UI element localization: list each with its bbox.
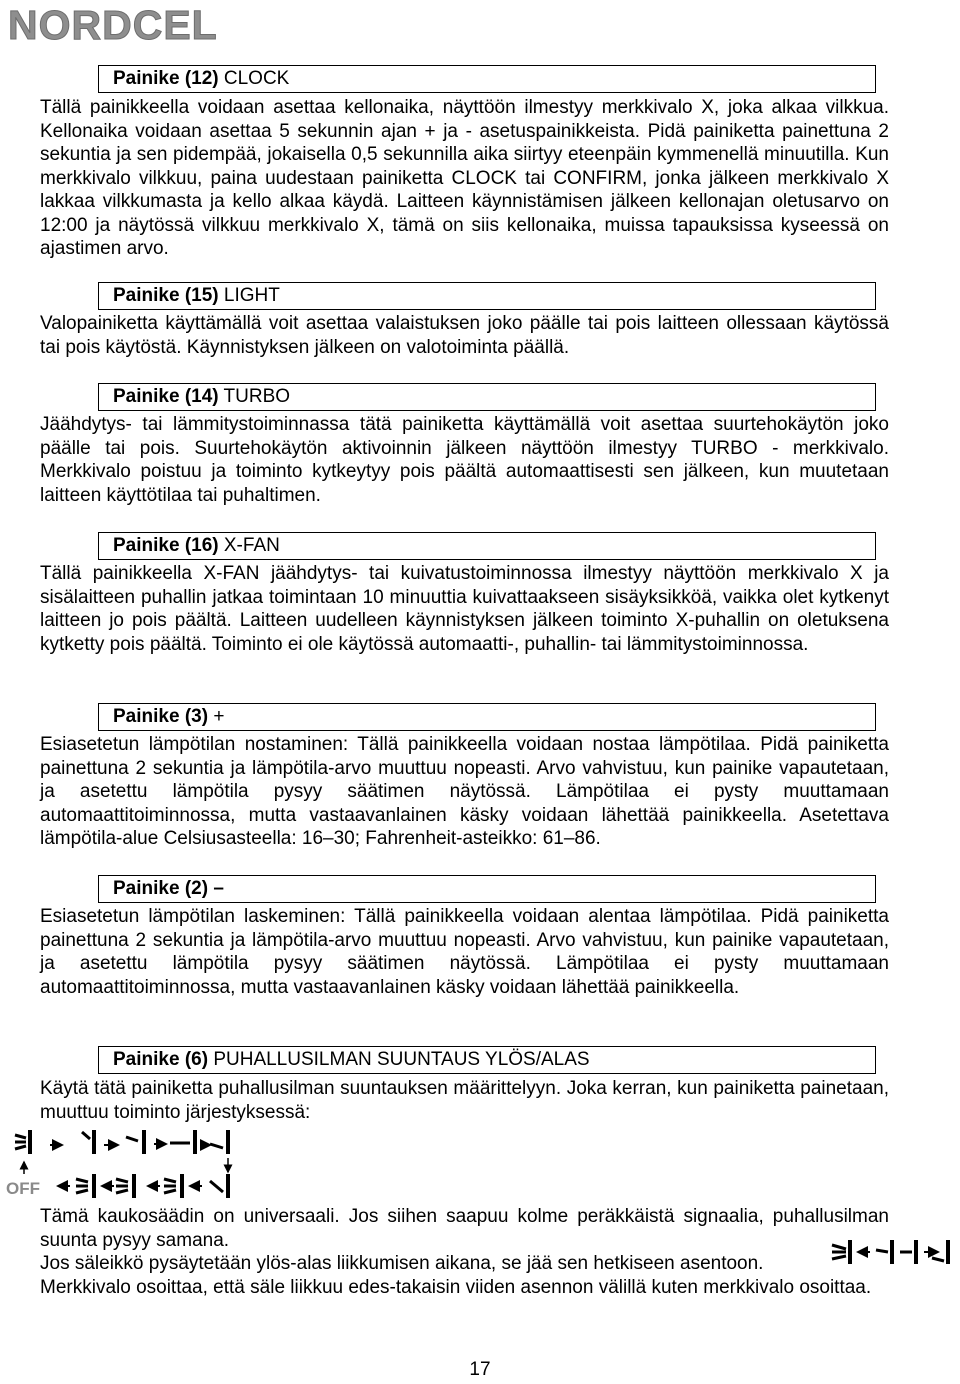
swing-position-all-icon	[164, 1174, 184, 1198]
heading-button-name: LIGHT	[218, 285, 280, 306]
louver-stop-paragraph: Jos säleikkö pysäytetään ylös-alas liikkumisen aikana, se jää sen hetkiseen asentoon.	[40, 1253, 764, 1274]
swing-position-all-icon	[15, 1130, 32, 1154]
section-heading-clock	[98, 65, 876, 93]
swing-position-2-icon	[126, 1130, 146, 1154]
section-body-xfan: Tällä painikkeella X-FAN jäähdytys- tai kuivatustoiminnossa ilmestyy näyttöön merkkivalo X ja sisälaitteen puhallin jatkaa toimintaan 10 minuuttia kuivattaakseen sisäyksikköä, vaikka olet kytkenyt laitteen jo pois päältä. Laitteen uudelleen käynnistyksen jälkeen toiminto X-puhallin on oletuksena kytketty pois päältä. Toiminto ei ole käytössä automaatti-, puhallin- tai lämmitystoiminnossa.	[40, 563, 889, 655]
heading-button-name: CLOCK	[218, 68, 290, 89]
swing-position-1-icon	[82, 1130, 96, 1154]
section-body-minus: Esiasetetun lämpötilan laskeminen: Tällä painikkeella voidaan alentaa lämpötilaa. Pidä painiketta painettuna 2 sekuntia ja lämpötila-arvo muuttuu nopeasti. Arvo vahvistuu, kun painike vapautetaan, ja asetettu lämpötila pysyy säätimen näytössä. Lämpötilaa ei pysty muuttamaan automaattitoiminnossa, mutta vastaavanlainen käsky voidaan lähettää painikkeella.	[40, 906, 889, 998]
universal-remote-paragraph: Tämä kaukosäädin on universaali. Jos siihen saapuu kolme peräkkäistä signaalia, puhallusilman suunta pysyy samana.	[40, 1206, 889, 1251]
off-label: OFF	[6, 1179, 40, 1198]
section-body-light: Valopainiketta käyttämällä voit asettaa valaistuksen joko päälle tai pois laitteen ollessaan käytössä tai pois käytöstä. Käynnistyksen jälkeen on valotoiminta päällä.	[40, 313, 889, 358]
section-body-clock: Tällä painikkeella voidaan asettaa kellonaika, näyttöön ilmestyy merkkivalo X, joka alkaa vilkkua. Kellonaika voidaan asettaa 5 sekunnin ajan + ja - asetuspainikkeista. Pidä painiketta painettuna 2 sekuntia ja sen pidempää, jokaisella 0,5 sekunnilla aika siirtyy eteenpäin kymmenellä minuutilla. Kun merkkivalo vilkkuu, paina uudestaan painiketta CLOCK tai CONFIRM, jonka jälkeen merkkivalo X lakkaa vilkkumasta ja kello alkaa käydä. Laitteen käynnistämisen jälkeen kellonajan oletusarvo on 12:00 ja näytössä vilkkuu merkkivalo X, tämä on siis kellonaika, muissa tapauksissa kyseessä on ajastimen arvo.	[40, 97, 889, 259]
swing-position-5-icon	[210, 1174, 230, 1198]
section-heading-plus	[98, 703, 876, 731]
swing-cycle-icon	[828, 1236, 956, 1270]
brand-logo: NORDCEL	[8, 2, 218, 48]
section-body-turbo: Jäähdytys- tai lämmitystoiminnassa tätä painiketta käyttämällä voit asettaa suurtehokäytön joko päälle tai pois. Suurtehokäytön aktivoinnin jälkeen näyttöön ilmestyy TURBO - merkkivalo. Merkkivalo poistuu ja toiminto kytkeytyy pois päältä automaattisesti sen jälkeen, kun muutetaan laitteen käyttötilaa tai puhaltimen.	[40, 414, 889, 506]
swing-position-4-icon	[210, 1130, 230, 1154]
swing-position-all-icon	[76, 1174, 96, 1198]
page-number: 17	[469, 1359, 491, 1380]
swing-sequence-diagram	[4, 1124, 244, 1204]
section-heading-swing	[98, 1046, 876, 1074]
swing-position-all-icon	[116, 1174, 136, 1198]
swing-position-3-icon	[170, 1130, 197, 1154]
heading-button-number: Painike (12)	[113, 68, 219, 89]
section-body-plus: Esiasetetun lämpötilan nostaminen: Tällä painikkeella voidaan nostaa lämpötilaa. Pidä painiketta painettuna 2 sekuntia ja lämpötila-arvo muuttuu nopeasti. Arvo vahvistuu, kun painike vapautetaan, ja asetettu lämpötila pysyy säätimen näytössä. Lämpötilaa ei pysty muuttamaan automaattitoiminnossa, mutta vastaavanlainen käsky voidaan lähettää painikkeella. Asetettava lämpötila-alue Celsiusasteella: 16–30; Fahrenheit-asteikko: 61–86.	[40, 734, 889, 849]
heading-button-number: Painike (15)	[113, 285, 219, 306]
heading-button-name: PUHALLUSILMAN SUUNTAUS YLÖS/ALAS	[208, 1049, 590, 1070]
heading-button-name: TURBO	[218, 386, 291, 407]
heading-button-name: +	[208, 706, 225, 727]
heading-button-number: Painike (3)	[113, 706, 209, 727]
indicator-paragraph: Merkkivalo osoittaa, että säle liikkuu edes-takaisin viiden asennon välillä kuten merkkivalo osoittaa.	[40, 1277, 872, 1298]
heading-button-number: Painike (6)	[113, 1049, 209, 1070]
heading-button-name: X-FAN	[218, 535, 280, 556]
heading-button-number: Painike (16)	[113, 535, 219, 556]
section-heading-minus	[98, 875, 876, 903]
section-heading-light	[98, 282, 876, 310]
heading-button-number: Painike (14)	[113, 386, 219, 407]
section-heading-xfan	[98, 532, 876, 560]
section-body-swing: Käytä tätä painiketta puhallusilman suuntauksen määrittelyyn. Joka kerran, kun painiketta painetaan, muuttuu toiminto järjestyksessä:	[40, 1078, 889, 1123]
heading-button-name: –	[208, 878, 224, 899]
heading-button-number: Painike (2)	[113, 878, 209, 899]
section-heading-turbo	[98, 383, 876, 411]
